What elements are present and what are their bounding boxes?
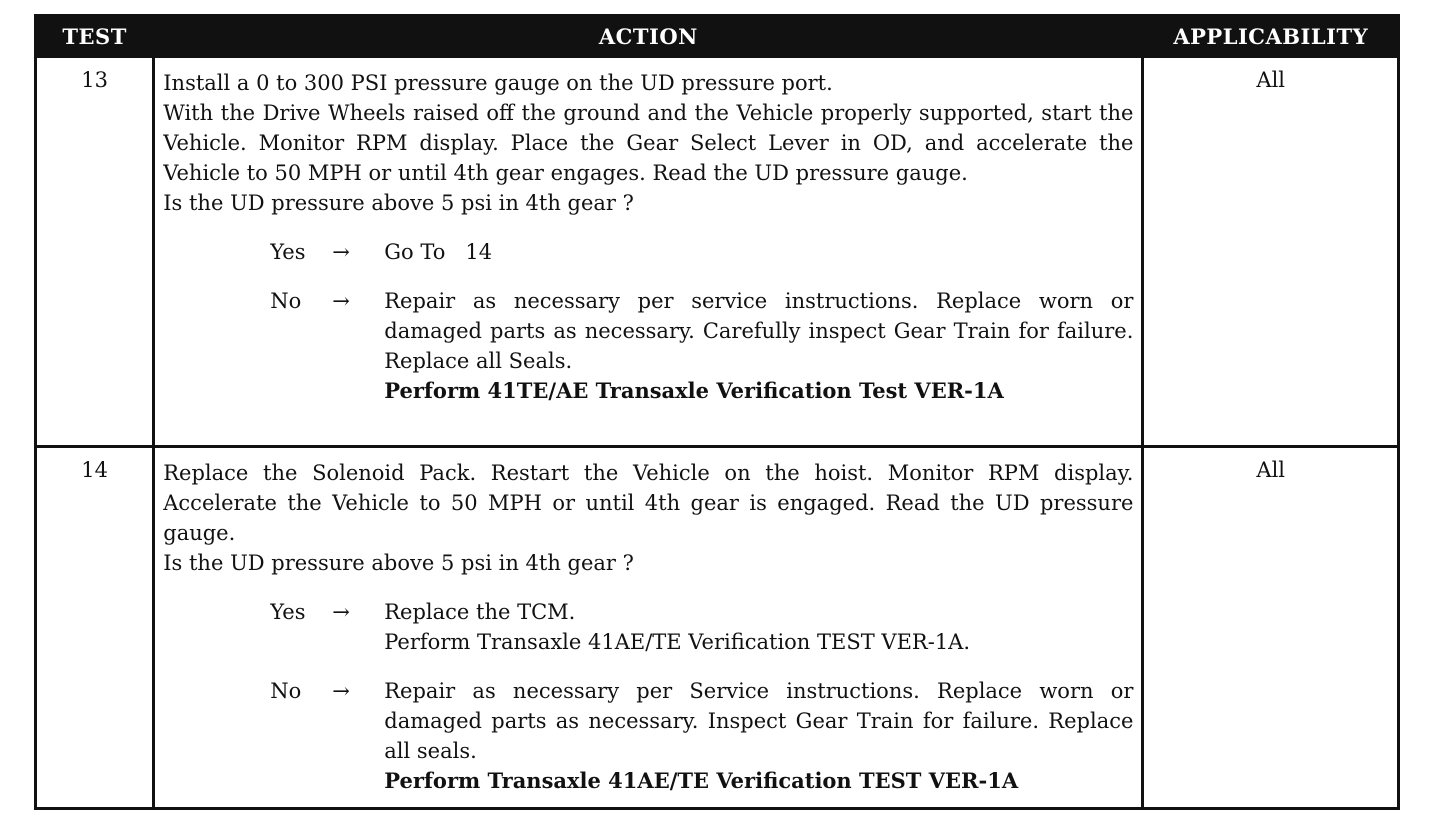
header-test: TEST [36,16,154,57]
yes-instruction [384,237,1133,267]
action-paragraph: Install a 0 to 300 PSI pressure gauge on the UD pressure port. [163,71,833,95]
no-label: No [270,289,302,313]
yes-instruction [384,597,1133,657]
no-label: No [270,679,302,703]
right-arrow-icon: → [332,289,350,313]
header-action: ACTION [154,16,1143,57]
action-cell [154,447,1143,809]
table-row [36,57,1399,447]
table-header-row [36,16,1399,57]
verification-test: Perform Transaxle 41AE/TE Verification TEST VER-1A. [384,630,971,654]
diagnostic-test-table [34,14,1400,810]
test-number: 14 [36,447,154,809]
test-number: 13 [36,57,154,447]
action-paragraph: Replace the Solenoid Pack. Restart the Vehicle on the hoist. Monitor RPM display. Accelerate the Vehicle to 50 MPH or until 4th gear is engaged. Read the UD pressure gauge. [163,461,1134,545]
question-text: Is the UD pressure above 5 psi in 4th gear ? [163,551,634,575]
no-text: Repair as necessary per Service instructions. Replace worn or damaged parts as necessary. Inspect Gear Train for failure. Replace all seals. [384,679,1134,763]
right-arrow-icon: → [332,600,350,624]
yes-text: Replace the TCM. [384,600,576,624]
applicability-value: All [1143,57,1399,447]
question-text: Is the UD pressure above 5 psi in 4th gear ? [163,191,634,215]
no-outcome [163,676,1133,796]
right-arrow-icon: → [332,240,350,264]
no-outcome [163,286,1133,406]
applicability-value: All [1143,447,1399,809]
yes-outcome [163,597,1133,657]
yes-text: Go To 14 [384,240,493,264]
verification-test: Perform 41TE/AE Transaxle Verification Test VER-1A [384,378,1004,403]
table-row [36,447,1399,809]
verification-test: Perform Transaxle 41AE/TE Verification TEST VER-1A [384,768,1019,793]
yes-label: Yes [270,600,306,624]
right-arrow-icon: → [332,679,350,703]
action-cell [154,57,1143,447]
yes-label: Yes [270,240,306,264]
no-text: Repair as necessary per service instructions. Replace worn or damaged parts as necessary. Carefully inspect Gear Train for failure. Replace all Seals. [384,289,1134,373]
no-instruction [384,676,1133,796]
action-paragraph: With the Drive Wheels raised off the ground and the Vehicle properly supported, start the Vehicle. Monitor RPM display. Place the Gear Select Lever in OD, and accelerate the Vehicle to 50 MPH or until 4th gear engages. Read the UD pressure gauge. [163,101,1134,185]
header-applicability: APPLICABILITY [1143,16,1399,57]
yes-outcome [163,237,1133,267]
no-instruction [384,286,1133,406]
